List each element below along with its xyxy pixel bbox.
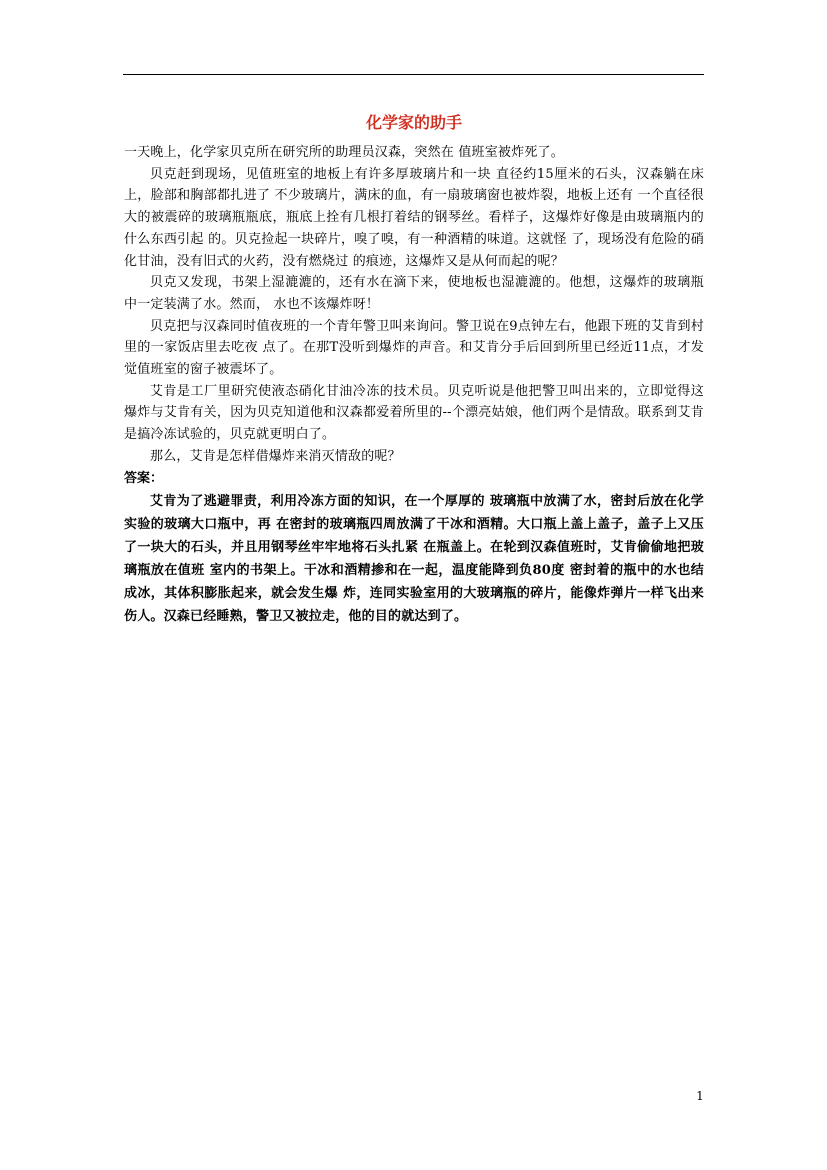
- answer-label: 答案：: [124, 470, 164, 486]
- paragraph-question: 那么，艾肯是怎样借爆炸来消灭情敌的呢？: [150, 448, 401, 464]
- paragraph-intro: 一天晚上，化学家贝克所在研究所的助理员汉森，突然在 值班室被炸死了。: [124, 145, 564, 160]
- header-rule: [123, 74, 704, 75]
- paragraph-scene: 贝克赶到现场，见值班室的地板上有许多厚玻璃片和一块 直径约15厘米的石头，汉森躺在床上，脸部和胸部都扎进了 不少玻璃片，满床的血，有一扇玻璃窗也被炸裂，地板上还有 一个直径很大的被震碎的玻璃瓶瓶底，瓶底上拴有几根打着结的钢琴丝。看样子，这爆炸好像是由玻璃瓶内的什么东西引起 的。贝克捡起一块碎片，嗅了嗅，有一种酒精的味道。这就怪 了，现场没有危险的硝化甘油，没有旧式的火药，没有燃烧过 的痕迹，这爆炸又是从何而起的呢？: [124, 166, 704, 269]
- page-number: 1: [696, 1089, 704, 1103]
- document-body: [124, 110, 704, 628]
- paragraph-bookshelf: 贝克又发现，书架上湿漉漉的，还有水在滴下来，使地板也湿漉漉的。他想，这爆炸的玻璃瓶中一定装满了水。然而， 水也不该爆炸呀！: [124, 275, 704, 312]
- paragraph-aiken: 艾肯是工厂里研究使液态硝化甘油冷冻的技术员。贝克听说是他把警卫叫出来的，立即觉得这爆炸与艾肯有关，因为贝克知道他和汉森都爱着所里的--个漂亮姑娘，他们两个是情敌。联系到艾肯是搞冷冻试验的，贝克就更明白了。: [124, 383, 704, 443]
- document-title: 化学家的助手: [365, 113, 462, 132]
- answer-text: 艾肯为了逃避罪责，利用冷冻方面的知识，在一个厚厚的 玻璃瓶中放满了水，密封后放在化学实验的玻璃大口瓶中，再 在密封的玻璃瓶四周放满了干冰和酒精。大口瓶上盖上盖子，盖子上又压了一块大的石头，并且用钢琴丝牢牢地将石头扎紧 在瓶盖上。在轮到汉森值班时，艾肯偷偷地把玻璃瓶放在值班 室内的书架上。干冰和酒精掺和在一起，温度能降到负80度 密封着的瓶中的水也结成冰，其体积膨胀起来，就会发生爆 炸，连同实验室用的大玻璃瓶的碎片，能像炸弹片一样飞出来 伤人。汉森已经睡熟，警卫又被拉走，他的目的就达到了。: [124, 494, 704, 625]
- paragraph-guard: 贝克把与汉森同时值夜班的一个青年警卫叫来询问。警卫说在9点钟左右，他跟下班的艾肯到村里的一家饭店里去吃夜 点了。在那T没听到爆炸的声音。和艾肯分手后回到所里已经近11点，才发觉值班室的窗子被震坏了。: [124, 318, 704, 378]
